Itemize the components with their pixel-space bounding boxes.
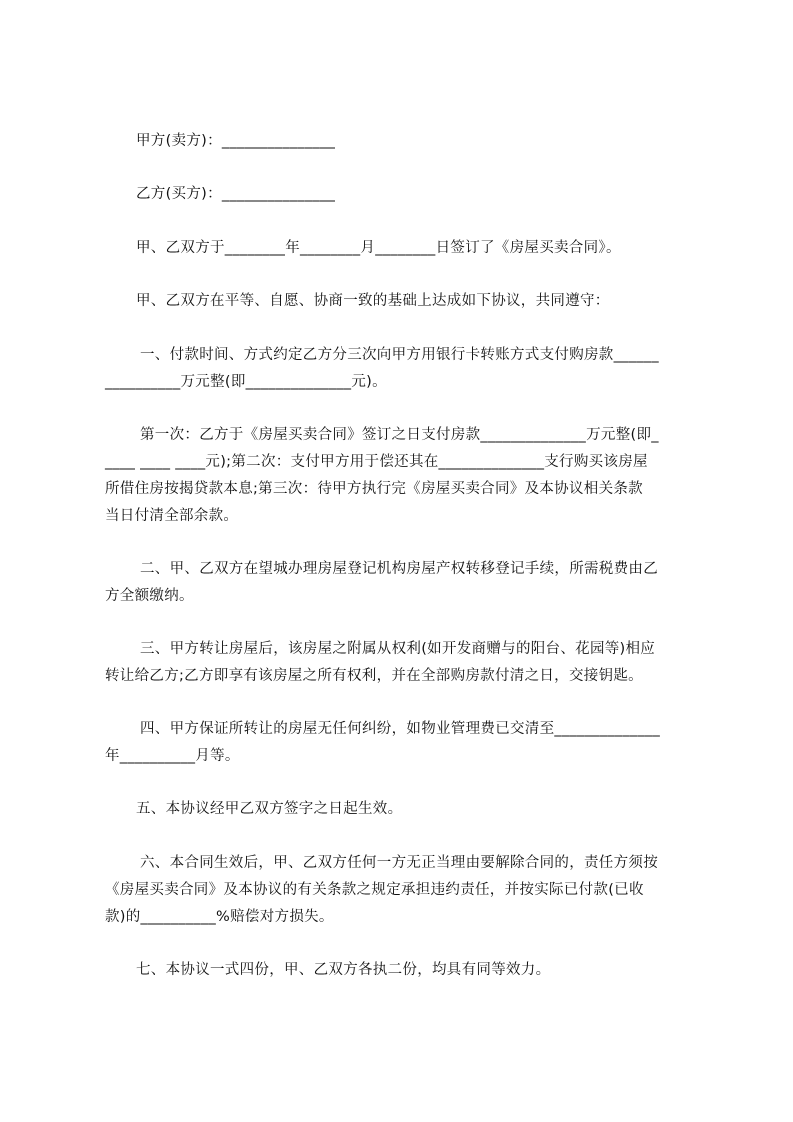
payment-schedule-line-3: 所借住房按揭贷款本息;第三次：待甲方执行完《房屋买卖合同》及本协议相关条款 xyxy=(105,481,643,497)
agreement-intro-line: 甲、乙双方在平等、自愿、协商一致的基础上达成如下协议，共同遵守： xyxy=(136,293,610,309)
clause-1-line-1: 一、付款时间、方式约定乙方分三次向甲方用银行卡转账方式支付购房款______ xyxy=(140,347,659,363)
clause-7-line: 七、本协议一式四份，甲、乙双方各执二份，均具有同等效力。 xyxy=(136,962,551,978)
clause-1-line-2: __________万元整(即______________元)。 xyxy=(105,374,387,390)
clause-5-line: 五、本协议经甲乙双方签字之日起生效。 xyxy=(136,801,403,817)
party-a-line: 甲方(卖方)：_______________ xyxy=(136,133,336,149)
clause-6-line-2: 《房屋买卖合同》及本协议的有关条款之规定承担违约责任，并按实际已付款(已收 xyxy=(105,882,644,898)
payment-schedule-line-4: 当日付清全部余款。 xyxy=(105,508,239,524)
party-b-line: 乙方(买方)：_______________ xyxy=(136,186,336,202)
clause-2-line-1: 二、甲、乙双方在望城办理房屋登记机构房屋产权转移登记手续，所需税费由乙 xyxy=(140,561,658,577)
clause-4-line-1: 四、甲方保证所转让的房屋无任何纠纷，如物业管理费已交清至______________ xyxy=(140,721,661,737)
clause-3-line-1: 三、甲方转让房屋后，该房屋之附属从权利(如开发商赠与的阳台、花园等)相应 xyxy=(140,641,656,657)
clause-6-line-1: 六、本合同生效后，甲、乙双方任何一方无正当理由要解除合同的，责任方须按 xyxy=(140,855,658,871)
clause-3-line-2: 转让给乙方;乙方即享有该房屋之所有权利，并在全部购房款付清之日，交接钥匙。 xyxy=(105,668,643,684)
clause-2-line-2: 方全额缴纳。 xyxy=(105,588,194,604)
clause-6-line-3: 款)的__________%赔偿对方损失。 xyxy=(105,909,334,925)
contract-date-line: 甲、乙双方于________年________月________日签订了《房屋买卖合同》。 xyxy=(136,240,621,256)
payment-schedule-line-2: ____ ____ ____元);第二次：支付甲方用于偿还其在______________支行购买该房屋 xyxy=(105,454,648,470)
payment-schedule-line-1: 第一次：乙方于《房屋买卖合同》签订之日支付房款______________万元整(即_ xyxy=(140,427,659,443)
clause-4-line-2: 年__________月等。 xyxy=(105,748,240,764)
